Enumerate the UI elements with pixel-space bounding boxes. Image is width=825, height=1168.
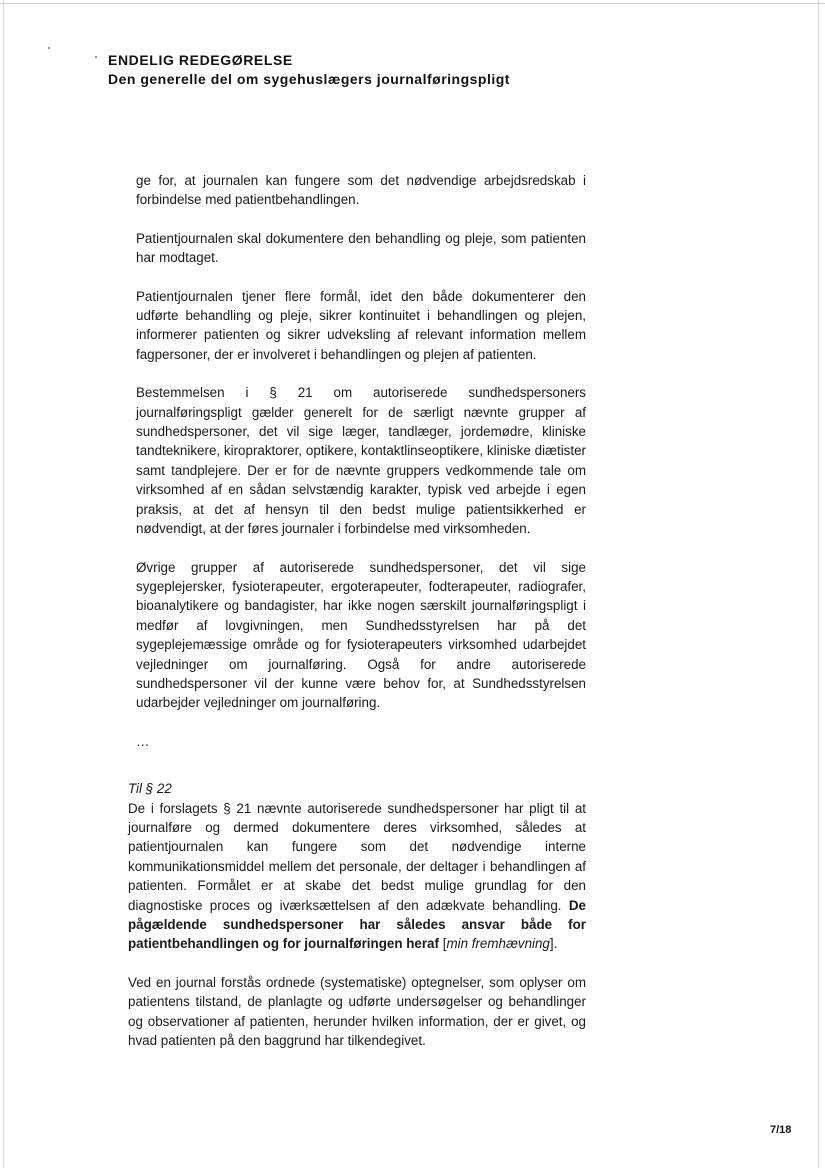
page-right-edge — [818, 0, 819, 1168]
document-header — [108, 51, 510, 89]
paragraph-6-note: min fremhævning — [446, 936, 550, 952]
paragraph-5: Øvrige grupper af autoriserede sundhedspersoner, det vil sige sygeplejersker, fysioterapeuter, ergoterapeuter, fodterapeuter, radiografer, bioanalytikere og bandagister, har ikke nogen særskilt journalføringspligt i medfør af lovgivningen, men Sundhedsstyrelsen har på det sygeplejemæssige område og for fysioterapeuters virksomhed udarbejdet vejledninger om journalføring. Også for andre autoriserede sundhedspersoner vil der kunne være behov for, at Sundhedsstyrelsen udarbejder vejledninger om journalføring. — [136, 559, 586, 711]
paragraph-4: Bestemmelsen i § 21 om autoriserede sundhedspersoners journalføringspligt gælder generelt for de særligt nævnte grupper af sundhedspersoner, det vil sige læger, tandlæger, jordemødre, kliniske tandteknikere, kiropraktorer, optikere, kontaktlinseoptikere, kliniske diætister samt tandplejere. Der er for de nævnte gruppers vedkommende tale om virksomhed af en sådan selvstændig karakter, typisk ved arbejde i egen praksis, at det af hensyn til den bedst mulige patientsikkerhed er nødvendigt, at der føres journaler i forbindelse med virksomheden. — [136, 385, 586, 537]
omission-ellipsis: … — [136, 733, 150, 749]
page-number: 7/18 — [770, 1124, 792, 1136]
paragraph-7: Ved en journal forstås ordnede (systematiske) optegnelser, som oplyser om patientens tilstand, de planlagte og udførte undersøgelser og behandlinger og observationer af patienten, herunder hvilken information, der er givet, og hvad patienten på den baggrund har tilkendegivet. — [128, 974, 586, 1049]
document-body — [128, 171, 586, 1069]
paragraph-3: Patientjournalen tjener flere formål, idet den både dokumenterer den udførte behandling og pleje, sikrer kontinuitet i behandlingen og plejen, informerer patienten og sikrer udveksling af relevant information mellem fagpersoner, der er involveret i behandlingen og plejen af patienten. — [136, 288, 586, 362]
page-top-edge — [0, 3, 825, 4]
paragraph-6 — [128, 799, 586, 954]
bracket-open: [ — [442, 936, 447, 952]
scan-speck — [95, 56, 97, 58]
page-left-edge — [3, 0, 4, 1168]
header-title: ENDELIG REDEGØRELSE — [108, 52, 293, 68]
section-heading: Til § 22 — [128, 781, 172, 797]
paragraph-6-text: De i forslagets § 21 nævnte autoriserede sundhedspersoner har pligt til at journalføre og dermed dokumentere deres virksomhed, således at patientjournalen kan fungere som det nødvendige interne kommunikationsmiddel mellem det personale, der deltager i behandlingen af patienten. Formålet er at skabe det bedst mulige grundlag for den diagnostiske proces og iværksættelsen af den adækvate behandling. — [128, 800, 586, 913]
scan-speck — [48, 47, 50, 49]
paragraph-6-emphasis: De pågældende sundhedspersoner har således ansvar både for patientbehandlingen og for journalføringen heraf — [128, 897, 586, 952]
header-subtitle: Den generelle del om sygehuslægers journalføringspligt — [108, 71, 510, 87]
bracket-close: ]. — [549, 936, 558, 952]
paragraph-1: ge for, at journalen kan fungere som det nødvendige arbejdsredskab i forbindelse med patientbehandlingen. — [136, 173, 586, 208]
section-til-22 — [128, 779, 586, 1050]
paragraph-2: Patientjournalen skal dokumentere den behandling og pleje, som patienten har modtaget. — [136, 230, 586, 266]
